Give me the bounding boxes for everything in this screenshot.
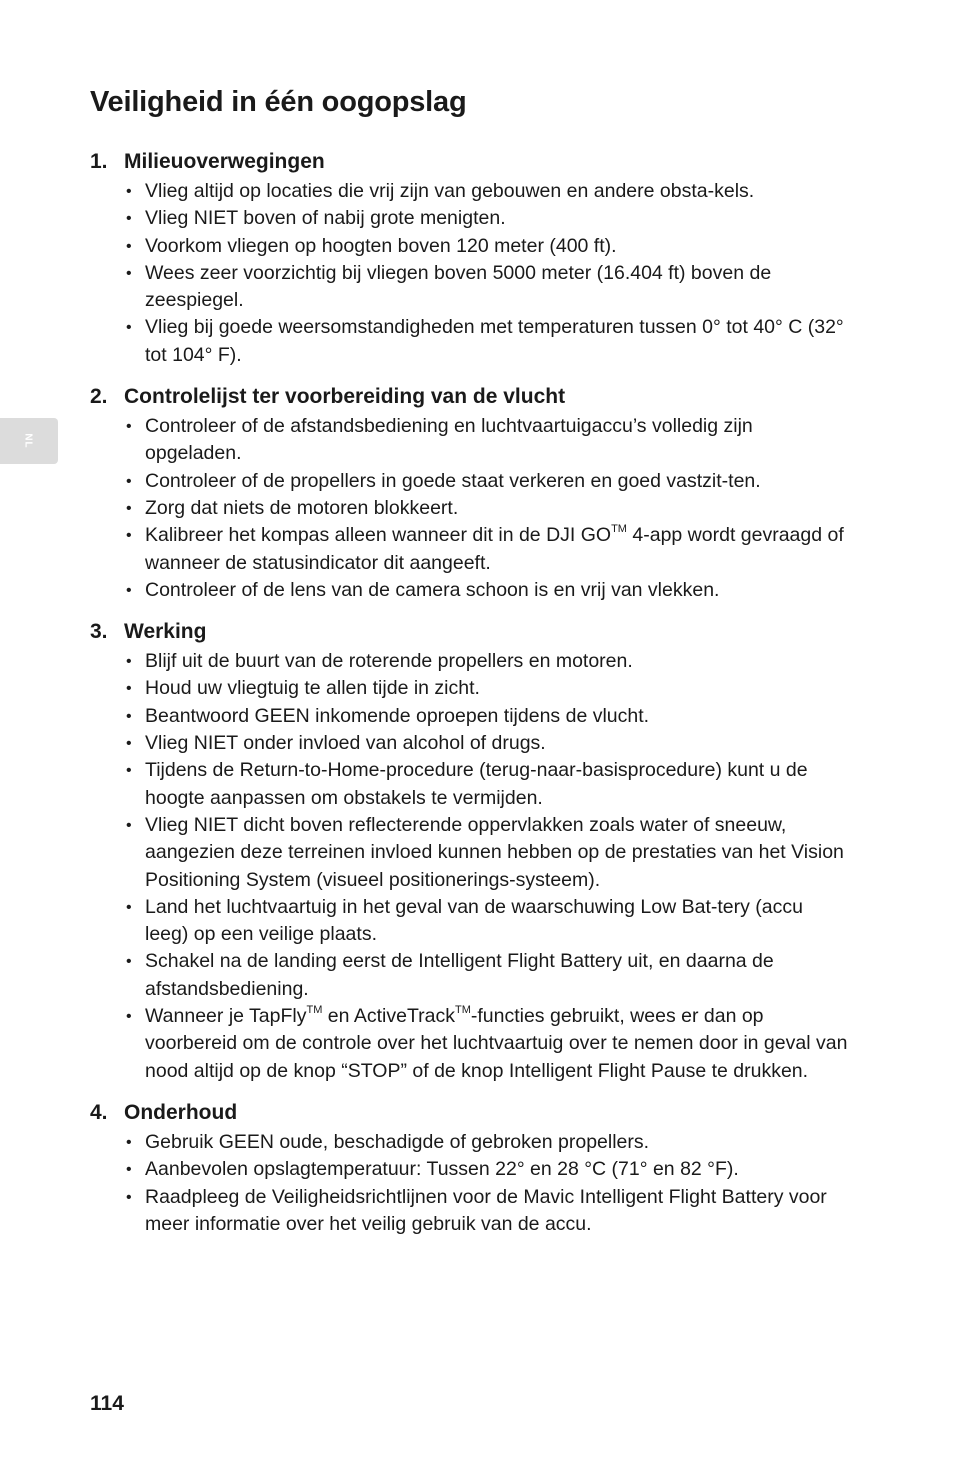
- safety-content: [90, 148, 850, 1252]
- section-title: Onderhoud: [124, 1100, 238, 1124]
- list-item: • Beantwoord GEEN inkomende oproepen tijdens de vlucht.: [90, 703, 850, 730]
- list-item: • Vlieg NIET dicht boven reflecterende oppervlakken zoals water of sneeuw, aangezien deze terreinen invloed kunnen hebben op de prestaties van het Vision Positioning System (visueel positionerings-systeem).: [90, 812, 850, 894]
- section-heading: [90, 383, 850, 411]
- page-number: 114: [90, 1392, 124, 1415]
- section-number: 1.: [90, 150, 108, 173]
- section-number: 3.: [90, 620, 108, 644]
- section-heading: [90, 618, 850, 646]
- section-preflight-checklist: [90, 383, 850, 604]
- list-item: • Zorg dat niets de motoren blokkeert.: [90, 495, 850, 522]
- section-title: Werking: [124, 620, 207, 644]
- section-heading: [90, 148, 850, 176]
- list-item: • Vlieg altijd op locaties die vrij zijn van gebouwen en andere obsta-kels.: [90, 178, 850, 205]
- list-item: • Vlieg NIET onder invloed van alcohol of drugs.: [90, 730, 850, 757]
- list-item: • Land het luchtvaartuig in het geval van de waarschuwing Low Bat-tery (accu leeg) op een veilige plaats.: [90, 894, 850, 949]
- bullet-list: [90, 648, 850, 1085]
- list-item: • Voorkom vliegen op hoogten boven 120 meter (400 ft).: [90, 233, 850, 260]
- section-heading: [90, 1099, 850, 1127]
- section-environment: [90, 148, 850, 369]
- bullet-list: [90, 1129, 850, 1238]
- list-item: • Raadpleeg de Veiligheidsrichtlijnen voor de Mavic Intelligent Flight Battery voor meer informatie over het veilig gebruik van de accu.: [90, 1184, 850, 1239]
- language-tab-label: NL: [22, 433, 34, 449]
- section-number: 2.: [90, 385, 108, 409]
- bullet-list: [90, 178, 850, 369]
- list-item: • Controleer of de propellers in goede staat verkeren en goed vastzit-ten.: [90, 468, 850, 495]
- list-item: • Wees zeer voorzichtig bij vliegen boven 5000 meter (16.404 ft) boven de zeespiegel.: [90, 260, 850, 315]
- list-item: • Kalibreer het kompas alleen wanneer dit in de DJI GO™ 4-app wordt gevraagd of wanneer de statusindicator dit aangeeft.: [90, 522, 850, 577]
- list-item: • Vlieg NIET boven of nabij grote menigten.: [90, 205, 850, 232]
- list-item: • Controleer of de afstandsbediening en luchtvaartuigaccu’s volledig zijn opgeladen.: [90, 413, 850, 468]
- language-tab: [0, 418, 58, 464]
- list-item: • Wanneer je TapFly™ en ActiveTrack™-functies gebruikt, wees er dan op voorbereid om de controle over het luchtvaartuig over te nemen door in geval van nood altijd op de knop “STOP” of de knop Intelligent Flight Pause te drukken.: [90, 1003, 850, 1085]
- section-title: Milieuoverwegingen: [124, 150, 325, 173]
- page-title: Veiligheid in één oogopslag: [90, 86, 467, 118]
- section-maintenance: [90, 1099, 850, 1238]
- section-number: 4.: [90, 1100, 108, 1124]
- section-operation: [90, 618, 850, 1085]
- list-item: • Schakel na de landing eerst de Intelligent Flight Battery uit, en daarna de afstandsbediening.: [90, 948, 850, 1003]
- list-item: • Aanbevolen opslagtemperatuur: Tussen 22° en 28 °C (71° en 82 °F).: [90, 1156, 850, 1183]
- list-item: • Tijdens de Return-to-Home-procedure (terug-naar-basisprocedure) kunt u de hoogte aanpassen om obstakels te vermijden.: [90, 757, 850, 812]
- section-title: Controlelijst ter voorbereiding van de vlucht: [124, 385, 566, 409]
- list-item: • Gebruik GEEN oude, beschadigde of gebroken propellers.: [90, 1129, 850, 1156]
- list-item: • Controleer of de lens van de camera schoon is en vrij van vlekken.: [90, 577, 850, 604]
- list-item: • Vlieg bij goede weersomstandigheden met temperaturen tussen 0° tot 40° C (32° tot 104° F).: [90, 314, 850, 369]
- list-item: • Houd uw vliegtuig te allen tijde in zicht.: [90, 675, 850, 702]
- bullet-list: [90, 413, 850, 604]
- list-item: • Blijf uit de buurt van de roterende propellers en motoren.: [90, 648, 850, 675]
